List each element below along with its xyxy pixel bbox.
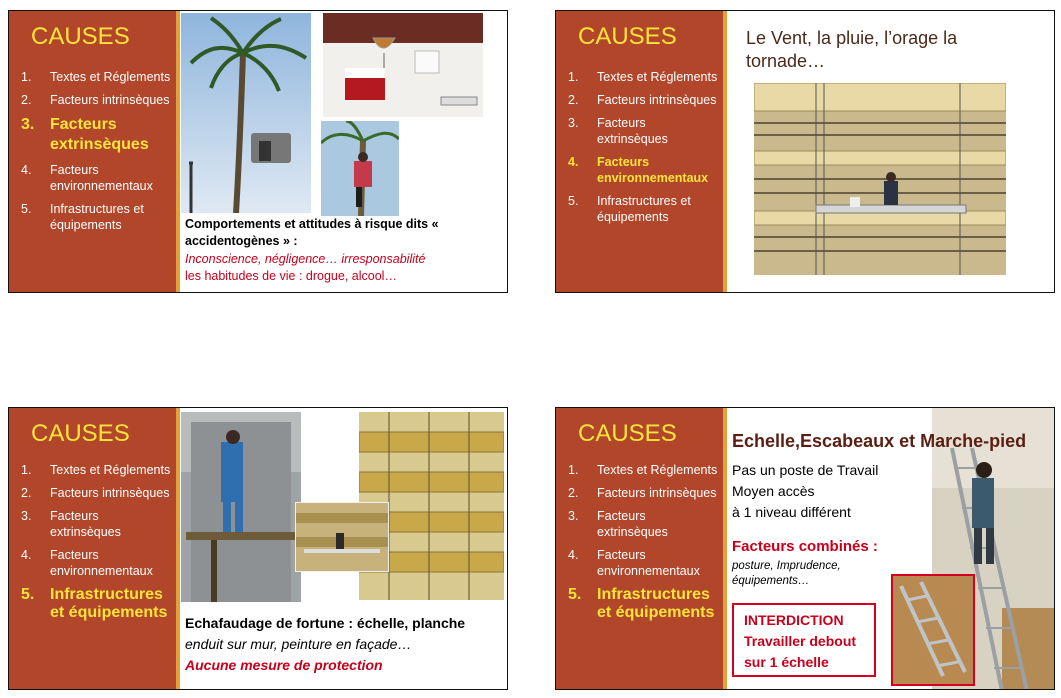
cause-item-5: 5. Infrastructures et équipements — [568, 194, 691, 224]
cause-item-3: 3. Facteurs extrinsèques — [568, 116, 668, 146]
ladder-line-2: Moyen accès — [732, 483, 815, 499]
behavior-caption-plain: les habitudes de vie : drogue, alcool… — [185, 269, 397, 283]
slide-thumbnail-1[interactable] — [8, 10, 508, 293]
cause-item-4: 4. Facteurs environnementaux — [568, 548, 700, 578]
cause-item-2: 2. Facteurs intrinsèques — [21, 93, 170, 107]
ladder-line-1: Pas un poste de Travail — [732, 462, 879, 478]
cause-item-3: 3. Facteurs extrinsèques — [568, 509, 668, 539]
ladder-line-3: à 1 niveau différent — [732, 504, 851, 520]
slide-thumbnail-4[interactable] — [555, 407, 1055, 690]
ladder-heading: Echelle,Escabeaux et Marche-pied — [732, 431, 1027, 451]
behavior-caption-bold: Comportements et attitudes à risque dits « accidentogènes » : — [185, 217, 439, 248]
causes-title: CAUSES — [578, 420, 677, 447]
facade-window-washer-photo — [754, 83, 1006, 275]
combined-factors-title: Facteurs combinés : — [732, 538, 878, 555]
causes-title: CAUSES — [31, 420, 130, 447]
causes-list — [568, 462, 718, 629]
sidebar-accent-border — [176, 11, 180, 292]
causes-list — [21, 69, 171, 240]
scaffold-caption-red: Aucune mesure de protection — [185, 657, 383, 673]
cause-item-5-highlighted: 5. Infrastructures et équipements — [568, 586, 715, 621]
cause-item-4: 4. Facteurs environnementaux — [21, 548, 153, 578]
cause-item-5-highlighted: 5. Infrastructures et équipements — [21, 586, 168, 621]
palm-climbing-photo — [321, 121, 399, 216]
cause-item-1: 1. Textes et Réglements — [568, 70, 718, 84]
weather-heading: Le Vent, la pluie, l’orage la tornade… — [746, 28, 958, 71]
sidebar-accent-border — [723, 408, 727, 689]
cause-item-2: 2. Facteurs intrinsèques — [21, 486, 170, 500]
interdiction-line-2: sur 1 échelle — [744, 654, 829, 670]
slide-thumbnail-2[interactable] — [555, 10, 1055, 293]
cause-item-1: 1. Textes et Réglements — [21, 463, 171, 477]
facade-scaffold-inset-photo — [295, 502, 389, 572]
makeshift-scaffold-photo — [181, 412, 301, 602]
cause-item-1: 1. Textes et Réglements — [568, 463, 718, 477]
interdiction-line-1: Travailler debout — [744, 633, 857, 649]
interdiction-box — [732, 603, 876, 677]
interdiction-title: INTERDICTION — [744, 612, 844, 628]
behavior-caption-italic: Inconscience, négligence… irresponsabilité — [185, 252, 426, 266]
causes-list — [21, 462, 171, 629]
cause-item-2: 2. Facteurs intrinsèques — [568, 93, 717, 107]
cause-item-2: 2. Facteurs intrinsèques — [568, 486, 717, 500]
slide-thumbnail-3[interactable] — [8, 407, 508, 690]
cause-item-4-highlighted: 4. Facteurs environnementaux — [568, 155, 709, 185]
cause-item-5: 5. Infrastructures et équipements — [21, 202, 144, 232]
combined-factors-detail: posture, Imprudence, équipements… — [732, 560, 841, 587]
cause-item-4: 4. Facteurs environnementaux — [21, 163, 153, 193]
cause-item-3: 3. Facteurs extrinsèques — [21, 509, 121, 539]
scaffold-caption-bold: Echafaudage de fortune : échelle, planche — [185, 615, 466, 631]
scaffold-caption-italic: enduit sur mur, peinture en façade… — [185, 636, 412, 652]
ladder-closeup-photo — [891, 574, 975, 686]
sidebar-accent-border — [176, 408, 180, 689]
alcohol-cigarettes-photo — [323, 13, 483, 117]
causes-title: CAUSES — [578, 23, 677, 50]
palm-tree-lamp-photo — [181, 13, 311, 213]
cause-item-3-highlighted: 3. Facteurs extrinsèques — [21, 116, 149, 153]
cause-item-1: 1. Textes et Réglements — [21, 70, 171, 84]
causes-list — [568, 69, 718, 232]
causes-title: CAUSES — [31, 23, 130, 50]
sidebar-accent-border — [723, 11, 727, 292]
